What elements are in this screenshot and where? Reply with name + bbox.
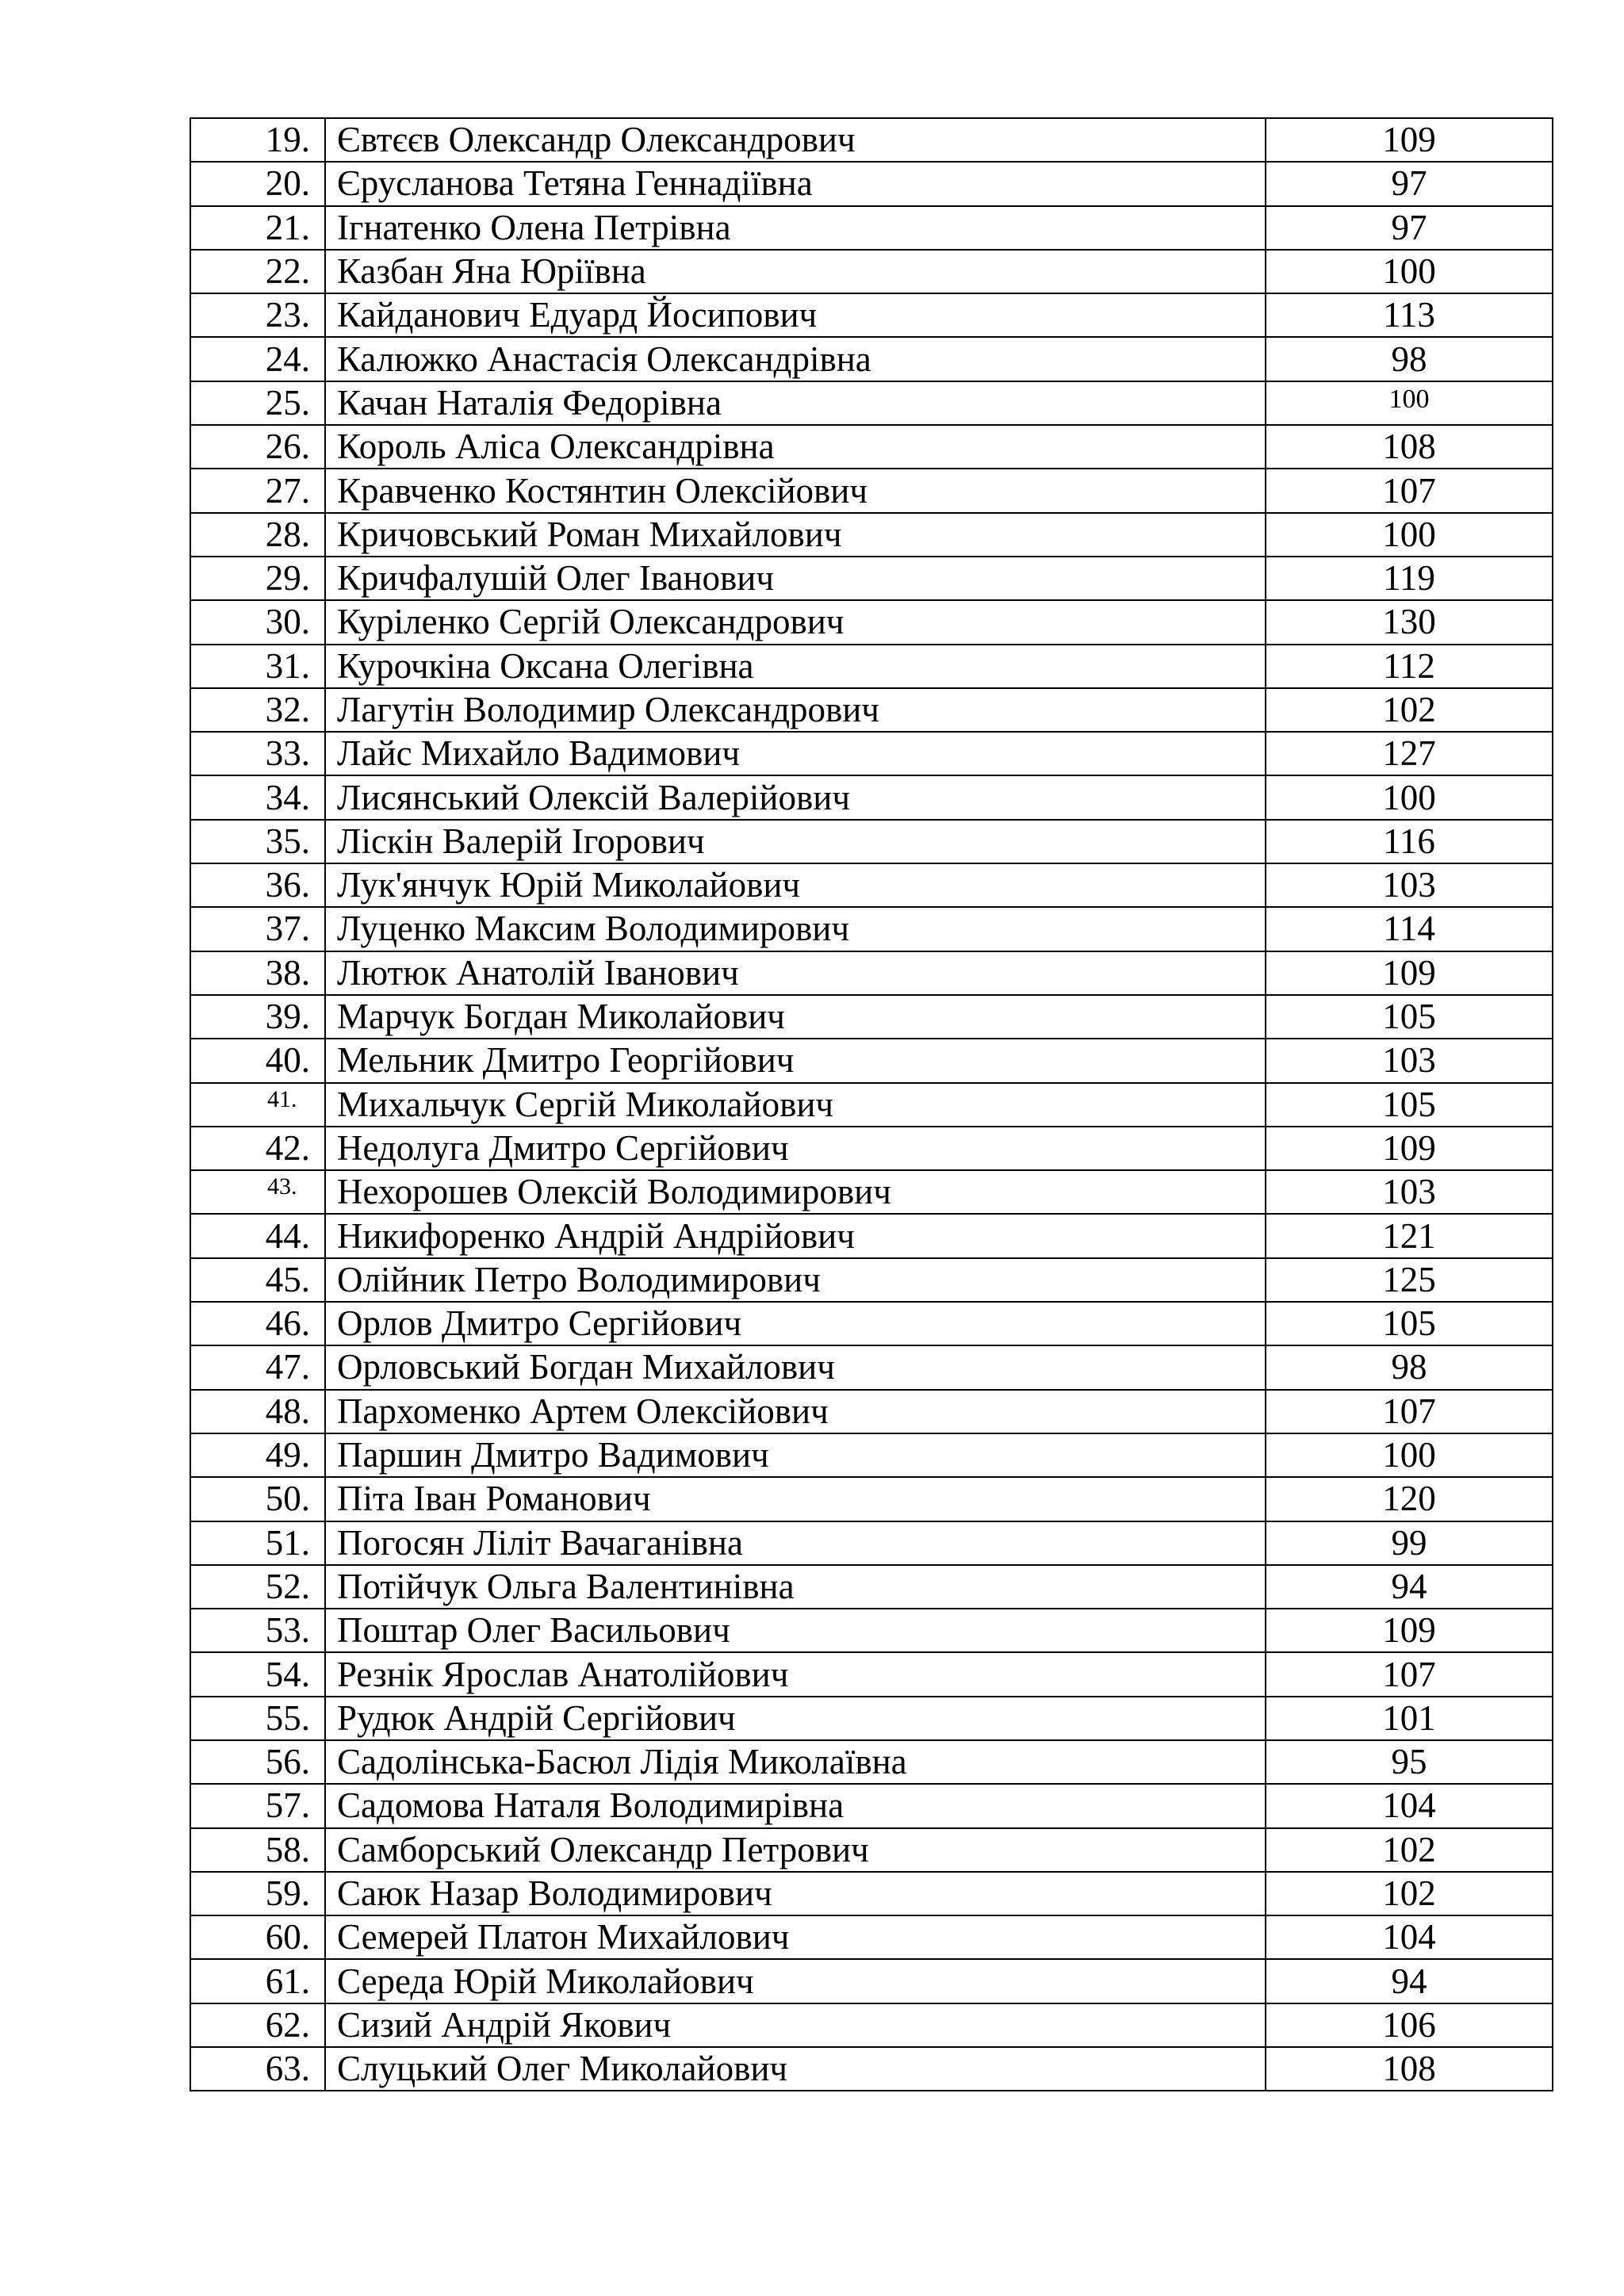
row-number: 63. xyxy=(190,2047,325,2091)
score: 105 xyxy=(1266,1083,1553,1127)
score: 105 xyxy=(1266,995,1553,1039)
score: 125 xyxy=(1266,1258,1553,1302)
full-name: Саюк Назар Володимирович xyxy=(325,1872,1266,1915)
row-number: 40. xyxy=(190,1039,325,1082)
full-name: Рудюк Андрій Сергійович xyxy=(325,1697,1266,1740)
score: 107 xyxy=(1266,1652,1553,1696)
full-name: Потійчук Ольга Валентинівна xyxy=(325,1565,1266,1609)
score: 100 xyxy=(1266,381,1553,425)
row-number: 62. xyxy=(190,2003,325,2047)
row-number: 23. xyxy=(190,293,325,337)
full-name: Самборський Олександр Петрович xyxy=(325,1828,1266,1872)
table-row xyxy=(190,1521,1553,1565)
score: 109 xyxy=(1266,1127,1553,1170)
score: 108 xyxy=(1266,425,1553,469)
score: 108 xyxy=(1266,2047,1553,2091)
score: 116 xyxy=(1266,820,1553,863)
score: 120 xyxy=(1266,1477,1553,1521)
row-number: 52. xyxy=(190,1565,325,1609)
full-name: Резнік Ярослав Анатолійович xyxy=(325,1652,1266,1696)
row-number: 46. xyxy=(190,1302,325,1345)
row-number: 58. xyxy=(190,1828,325,1872)
score: 109 xyxy=(1266,118,1553,162)
row-number: 22. xyxy=(190,250,325,293)
row-number: 19. xyxy=(190,118,325,162)
table-row xyxy=(190,2047,1553,2091)
table-row xyxy=(190,1127,1553,1170)
table-row xyxy=(190,775,1553,819)
row-number: 54. xyxy=(190,1652,325,1696)
row-number: 38. xyxy=(190,951,325,995)
full-name: Марчук Богдан Миколайович xyxy=(325,995,1266,1039)
full-name: Калюжко Анастасія Олександрівна xyxy=(325,337,1266,381)
row-number: 35. xyxy=(190,820,325,863)
row-number: 39. xyxy=(190,995,325,1039)
full-name: Лагутін Володимир Олександрович xyxy=(325,688,1266,732)
score: 100 xyxy=(1266,1433,1553,1477)
table-row xyxy=(190,2003,1553,2047)
full-name: Лайс Михайло Вадимович xyxy=(325,732,1266,775)
score: 98 xyxy=(1266,1345,1553,1389)
row-number: 26. xyxy=(190,425,325,469)
full-name: Кричфалушій Олег Іванович xyxy=(325,557,1266,600)
score: 109 xyxy=(1266,951,1553,995)
row-number: 45. xyxy=(190,1258,325,1302)
table-row xyxy=(190,118,1553,162)
full-name: Кравченко Костянтин Олексійович xyxy=(325,469,1266,512)
row-number: 42. xyxy=(190,1127,325,1170)
full-name: Луценко Максим Володимирович xyxy=(325,907,1266,951)
full-name: Куріленко Сергій Олександрович xyxy=(325,600,1266,644)
row-number: 56. xyxy=(190,1740,325,1784)
table-row xyxy=(190,1039,1553,1082)
full-name: Кричовський Роман Михайлович xyxy=(325,513,1266,557)
table-row xyxy=(190,1170,1553,1214)
results-body xyxy=(190,118,1553,2091)
row-number: 50. xyxy=(190,1477,325,1521)
table-row xyxy=(190,1609,1553,1652)
row-number: 47. xyxy=(190,1345,325,1389)
table-row xyxy=(190,557,1553,600)
row-number: 21. xyxy=(190,206,325,250)
full-name: Качан Наталія Федорівна xyxy=(325,381,1266,425)
table-row xyxy=(190,600,1553,644)
score: 119 xyxy=(1266,557,1553,600)
score: 103 xyxy=(1266,1039,1553,1082)
full-name: Никифоренко Андрій Андрійович xyxy=(325,1214,1266,1257)
full-name: Паршин Дмитро Вадимович xyxy=(325,1433,1266,1477)
row-number: 28. xyxy=(190,513,325,557)
score: 104 xyxy=(1266,1784,1553,1827)
row-number: 24. xyxy=(190,337,325,381)
full-name: Нехорошев Олексій Володимирович xyxy=(325,1170,1266,1214)
table-row xyxy=(190,1433,1553,1477)
table-row xyxy=(190,1959,1553,2003)
table-row xyxy=(190,1565,1553,1609)
score: 94 xyxy=(1266,1959,1553,2003)
row-number: 29. xyxy=(190,557,325,600)
full-name: Казбан Яна Юріївна xyxy=(325,250,1266,293)
table-row xyxy=(190,162,1553,205)
table-row xyxy=(190,337,1553,381)
table-row xyxy=(190,645,1553,688)
full-name: Олійник Петро Володимирович xyxy=(325,1258,1266,1302)
table-row xyxy=(190,820,1553,863)
full-name: Єрусланова Тетяна Геннадіївна xyxy=(325,162,1266,205)
table-row xyxy=(190,1872,1553,1915)
full-name: Євтєєв Олександр Олександрович xyxy=(325,118,1266,162)
full-name: Михальчук Сергій Миколайович xyxy=(325,1083,1266,1127)
full-name: Лютюк Анатолій Іванович xyxy=(325,951,1266,995)
row-number: 31. xyxy=(190,645,325,688)
score: 100 xyxy=(1266,513,1553,557)
full-name: Лисянський Олексій Валерійович xyxy=(325,775,1266,819)
table-row xyxy=(190,1214,1553,1257)
full-name: Семерей Платон Михайлович xyxy=(325,1915,1266,1959)
row-number: 25. xyxy=(190,381,325,425)
full-name: Садомова Наталя Володимирівна xyxy=(325,1784,1266,1827)
row-number: 48. xyxy=(190,1390,325,1433)
score: 101 xyxy=(1266,1697,1553,1740)
row-number: 49. xyxy=(190,1433,325,1477)
table-row xyxy=(190,1345,1553,1389)
row-number: 57. xyxy=(190,1784,325,1827)
score: 130 xyxy=(1266,600,1553,644)
score: 98 xyxy=(1266,337,1553,381)
table-row xyxy=(190,425,1553,469)
row-number: 37. xyxy=(190,907,325,951)
table-row xyxy=(190,1083,1553,1127)
score: 99 xyxy=(1266,1521,1553,1565)
row-number: 60. xyxy=(190,1915,325,1959)
row-number: 61. xyxy=(190,1959,325,2003)
score: 112 xyxy=(1266,645,1553,688)
score: 106 xyxy=(1266,2003,1553,2047)
row-number: 30. xyxy=(190,600,325,644)
table-row xyxy=(190,1915,1553,1959)
full-name: Середа Юрій Миколайович xyxy=(325,1959,1266,2003)
score: 121 xyxy=(1266,1214,1553,1257)
full-name: Поштар Олег Васильович xyxy=(325,1609,1266,1652)
score: 105 xyxy=(1266,1302,1553,1345)
score: 104 xyxy=(1266,1915,1553,1959)
full-name: Пархоменко Артем Олексійович xyxy=(325,1390,1266,1433)
table-row xyxy=(190,206,1553,250)
score: 114 xyxy=(1266,907,1553,951)
table-row xyxy=(190,1302,1553,1345)
row-number: 41. xyxy=(190,1083,325,1127)
table-row xyxy=(190,1390,1553,1433)
row-number: 36. xyxy=(190,863,325,907)
table-row xyxy=(190,293,1553,337)
full-name: Ігнатенко Олена Петрівна xyxy=(325,206,1266,250)
full-name: Курочкіна Оксана Олегівна xyxy=(325,645,1266,688)
full-name: Кайданович Едуард Йосипович xyxy=(325,293,1266,337)
full-name: Погосян Ліліт Вачаганівна xyxy=(325,1521,1266,1565)
table-row xyxy=(190,863,1553,907)
row-number: 20. xyxy=(190,162,325,205)
full-name: Мельник Дмитро Георгійович xyxy=(325,1039,1266,1082)
full-name: Король Аліса Олександрівна xyxy=(325,425,1266,469)
table-row xyxy=(190,469,1553,512)
table-row xyxy=(190,1258,1553,1302)
table-row xyxy=(190,1828,1553,1872)
table-row xyxy=(190,1652,1553,1696)
results-table xyxy=(190,117,1553,2091)
score: 109 xyxy=(1266,1609,1553,1652)
row-number: 59. xyxy=(190,1872,325,1915)
full-name: Недолуга Дмитро Сергійович xyxy=(325,1127,1266,1170)
row-number: 43. xyxy=(190,1170,325,1214)
score: 97 xyxy=(1266,162,1553,205)
table-row xyxy=(190,907,1553,951)
score: 107 xyxy=(1266,1390,1553,1433)
table-row xyxy=(190,951,1553,995)
full-name: Ліскін Валерій Ігорович xyxy=(325,820,1266,863)
score: 127 xyxy=(1266,732,1553,775)
score: 103 xyxy=(1266,1170,1553,1214)
table-row xyxy=(190,250,1553,293)
score: 102 xyxy=(1266,1872,1553,1915)
score: 100 xyxy=(1266,775,1553,819)
table-row xyxy=(190,381,1553,425)
score: 100 xyxy=(1266,250,1553,293)
score: 97 xyxy=(1266,206,1553,250)
full-name: Садолінська-Басюл Лідія Миколаївна xyxy=(325,1740,1266,1784)
table-row xyxy=(190,732,1553,775)
score: 113 xyxy=(1266,293,1553,337)
table-row xyxy=(190,513,1553,557)
full-name: Піта Іван Романович xyxy=(325,1477,1266,1521)
row-number: 32. xyxy=(190,688,325,732)
row-number: 34. xyxy=(190,775,325,819)
full-name: Орлов Дмитро Сергійович xyxy=(325,1302,1266,1345)
score: 94 xyxy=(1266,1565,1553,1609)
table-row xyxy=(190,1477,1553,1521)
full-name: Орловський Богдан Михайлович xyxy=(325,1345,1266,1389)
row-number: 44. xyxy=(190,1214,325,1257)
full-name: Лук'янчук Юрій Миколайович xyxy=(325,863,1266,907)
score: 95 xyxy=(1266,1740,1553,1784)
table-row xyxy=(190,688,1553,732)
row-number: 55. xyxy=(190,1697,325,1740)
score: 102 xyxy=(1266,1828,1553,1872)
score: 102 xyxy=(1266,688,1553,732)
table-row xyxy=(190,1697,1553,1740)
row-number: 53. xyxy=(190,1609,325,1652)
row-number: 27. xyxy=(190,469,325,512)
table-row xyxy=(190,1740,1553,1784)
row-number: 33. xyxy=(190,732,325,775)
score: 107 xyxy=(1266,469,1553,512)
row-number: 51. xyxy=(190,1521,325,1565)
table-row xyxy=(190,995,1553,1039)
full-name: Слуцький Олег Миколайович xyxy=(325,2047,1266,2091)
table-row xyxy=(190,1784,1553,1827)
score: 103 xyxy=(1266,863,1553,907)
full-name: Сизий Андрій Якович xyxy=(325,2003,1266,2047)
